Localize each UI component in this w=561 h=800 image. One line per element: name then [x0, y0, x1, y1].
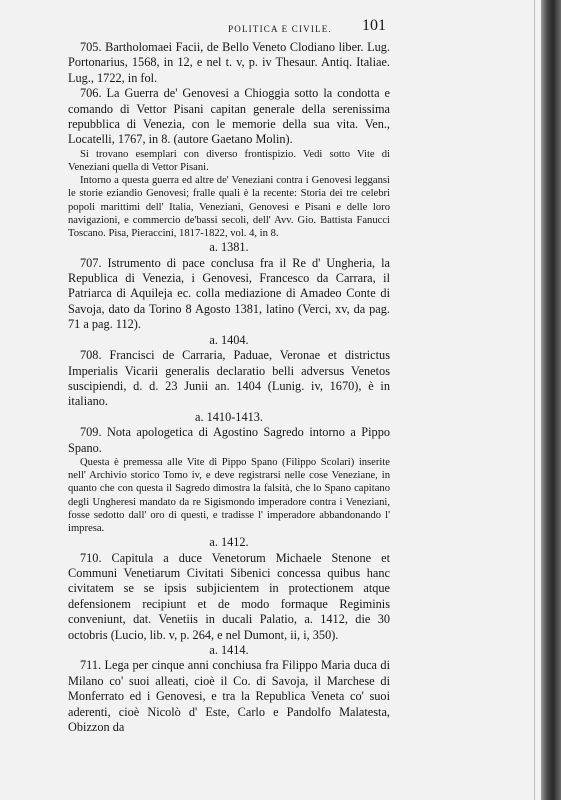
entry-711: 711. Lega per cinque anni conchiusa fra Filippo Maria duca di Milano co' suoi alleati, cioè il Co. di Savoja, il Marchese di Monferrato ed i Genovesi, e tra la Republica Veneta co' suoi aderenti, cioè Nicolò d' Este, Carlo e Pandolfo Malatesta, Obizzon da [68, 658, 390, 735]
entry-708: 708. Francisci de Carraria, Paduae, Veronae et districtus Imperialis Vicarii generalis declaratio belli adversus Venetos suscipiendi, d. d. 23 Junii an. 1404 (Lunig. iv, 1670), è in italiano. [68, 348, 390, 409]
page-number: 101 [362, 17, 386, 34]
page-edge-line [534, 0, 535, 800]
year-heading-1414: a. 1414. [209, 643, 249, 658]
entry-710: 710. Capitula a duce Venetorum Michaele Stenone et Communi Venetiarum Civitati Sibenici concessa quibus hanc civitatem se se ipsis subjicientem in protectionem atque defensionem recipiunt et de modo formaque Regiminis conveniunt, dat. Venetiis in ducali Palatio, a. 1412, die 30 octobris (Lucio, lib. v, p. 264, e nel Dumont, ii, i, 350). [68, 550, 390, 642]
entry-709: 709. Nota apologetica di Agostino Sagredo intorno a Pippo Spano. [68, 425, 390, 455]
entry-706: 706. La Guerra de' Genovesi a Chioggia sotto la condotta e comando di Vettor Pisani capitan generale della serenissima repubblica di Venezia, con le memorie della sua vita. Ven., Locatelli, 1767, in 8. (autore Gaetano Molin). [68, 86, 390, 147]
note-709: Questa è premessa alle Vite di Pippo Spano (Filippo Scolari) inserite nell' Archivio storico Tomo iv, e deve registrarsi nelle cose Veneziane, in quanto che con questa il Sagredo dimostra la falsità, che lo Spano capitano degli Ungheresi mandato da re Sigismondo imperadore contra i Veneziani, fosse sedotto dall' oro di questi, e tradisse l' imperadore abbandonando l' impresa. [68, 456, 390, 534]
year-heading-1412: a. 1412. [209, 535, 249, 550]
entry-707: 707. Istrumento di pace conclusa fra il Re d' Ungheria, la Republica di Venezia, i Genovesi, Francesco da Carrara, il Patriarca di Aquileja ec. colla mediazione di Amadeo Conte di Savoja, dato da Torino 8 Agosto 1381, latino (Verci, xv, da pag. 71 a pag. 112). [68, 255, 390, 332]
book-binding-edge [541, 0, 561, 800]
running-header: POLITICA E CIVILE. [228, 24, 332, 34]
page-body [68, 40, 390, 735]
year-heading-1381: a. 1381. [209, 240, 249, 255]
year-heading-1410-1413: a. 1410-1413. [195, 409, 263, 424]
entry-705: 705. Bartholomaei Facii, de Bello Veneto Clodiano liber. Lug. Portonarius, 1568, in 12, e nel t. v, p. iv Thesaur. Antiq. Italiae. Lug., 1722, in fol. [68, 40, 390, 85]
note-706-a: Si trovano esemplari con diverso frontispizio. Vedi sotto Vite di Veneziani quella di Vettor Pisani. [68, 148, 390, 174]
note-706-b: Intorno a questa guerra ed altre de' Veneziani contra i Genovesi leggansi le storie eziandio Genovesi; fralle quali è la recente: Storia dei tre celebri popoli marittimi dell' Italia, Veneziani, Genovesi e Pisani e delle loro navigazioni, e commercio de'bassi secoli, dell' Avv. Gio. Battista Fanucci Toscano. Pisa, Pieraccini, 1817-1822, vol. 4, in 8. [68, 175, 390, 240]
year-heading-1404: a. 1404. [209, 332, 249, 347]
